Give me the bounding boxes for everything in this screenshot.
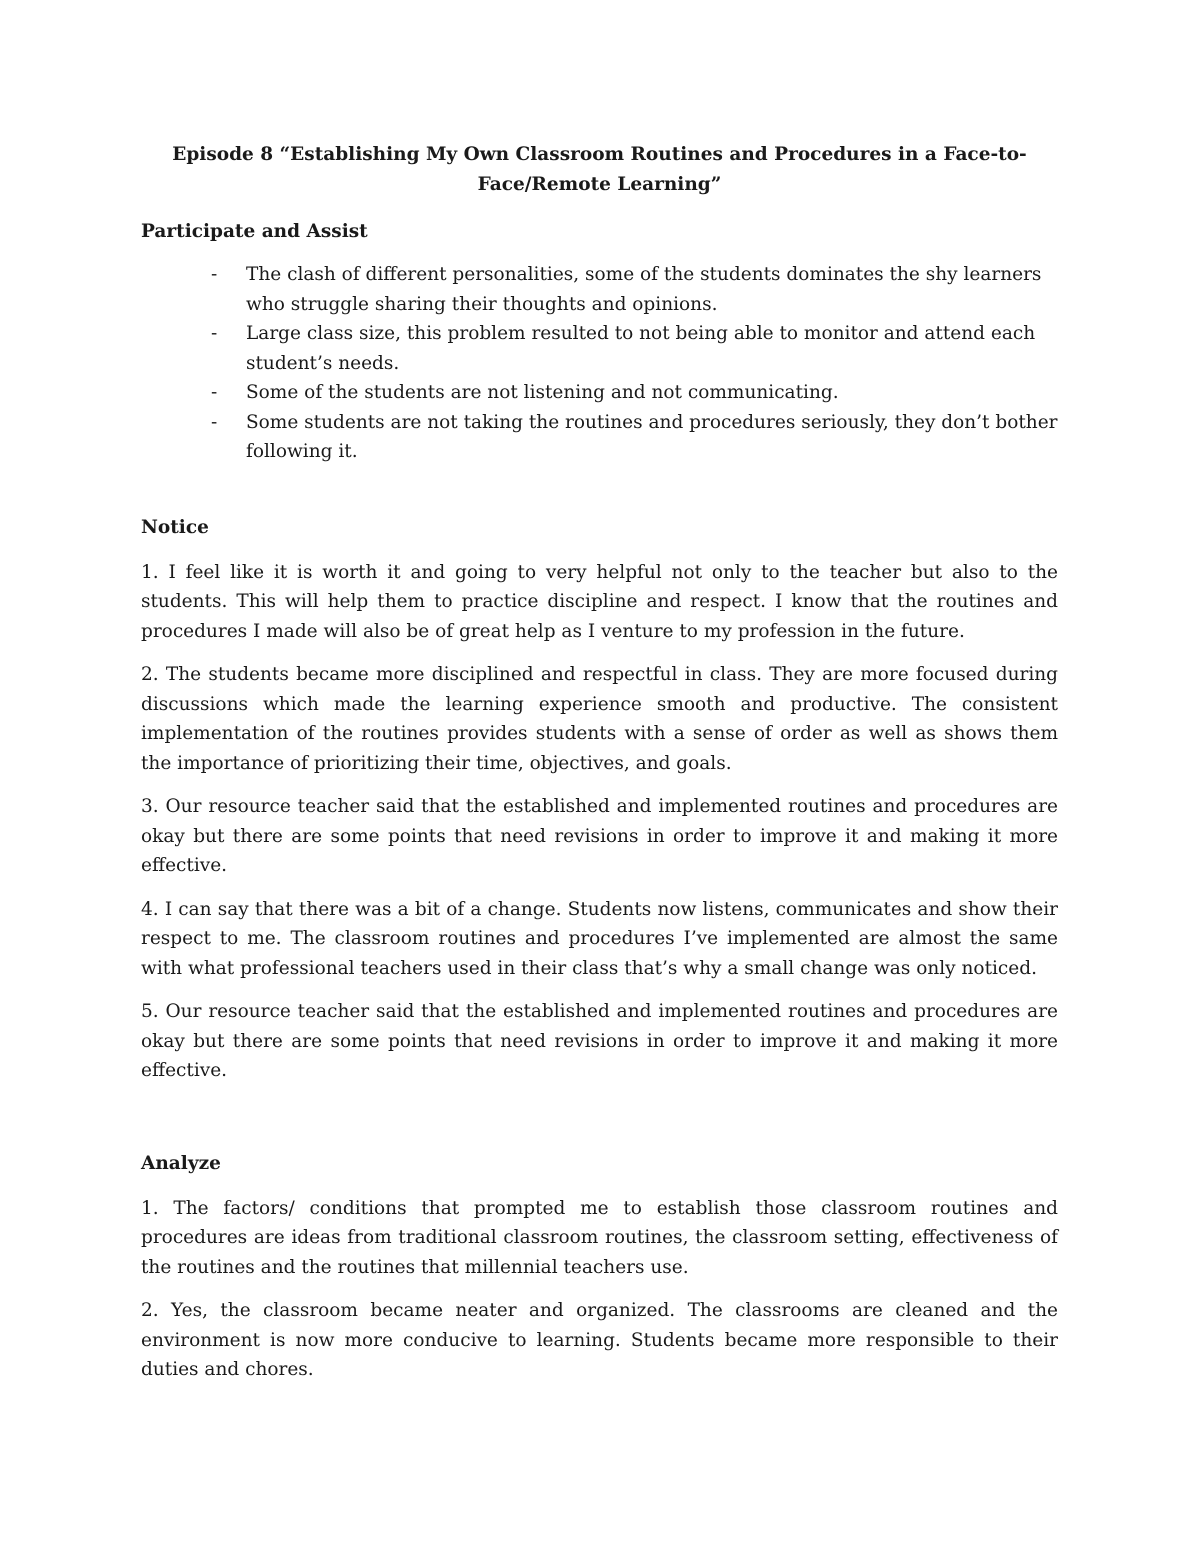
notice-paragraph: 1. I feel like it is worth it and going to very helpful not only to the teacher but also to the students. This will help them to practice discipline and respect. I know that the routines and procedures I made will also be of great help as I venture to my profession in the future. (141, 561, 1058, 642)
participate-heading: Participate and Assist (141, 221, 368, 242)
analyze-paragraph: 2. Yes, the classroom became neater and organized. The classrooms are cleaned and the environment is now more conducive to learning. Students became more responsible to their duties and chores. (141, 1300, 1058, 1380)
list-item (141, 408, 1058, 467)
title-line-2: Face/Remote Learning” (477, 174, 722, 195)
title-line-1: Episode 8 “Establishing My Own Classroom Routines and Procedures in a Face-to- (172, 144, 1027, 165)
list-item (141, 378, 1058, 408)
section-spacer (141, 467, 1058, 514)
bullet-dash: - (211, 382, 218, 403)
bullet-dash: - (211, 323, 218, 344)
section-spacer (141, 1100, 1058, 1150)
bullet-dash: - (211, 411, 218, 433)
list-item-text: The clash of different personalities, some of the students dominates the shy learners who struggle sharing their thoughts and opinions. (246, 264, 1042, 315)
analyze-heading: Analyze (141, 1152, 221, 1174)
notice-paragraph: 3. Our resource teacher said that the established and implemented routines and procedures are okay but there are some points that need revisions in order to improve it and making it more effective. (141, 796, 1058, 876)
document-title (141, 140, 1058, 200)
analyze-section (141, 1150, 1058, 1385)
participate-section (141, 218, 1058, 467)
notice-section (141, 514, 1058, 1086)
analyze-paragraph: 1. The factors/ conditions that prompted me to establish those classroom routines and procedures are ideas from traditional classroom routines, the classroom setting, effectiveness of the routines and the routines that millennial teachers use. (141, 1197, 1058, 1278)
list-item-text: Large class size, this problem resulted to not being able to monitor and attend each student’s needs. (246, 323, 1036, 374)
notice-paragraph: 2. The students became more disciplined and respectful in class. They are more focused during discussions which made the learning experience smooth and productive. The consistent implementation of the routines provides students with a sense of order as well as shows them the importance of prioritizing their time, objectives, and goals. (141, 664, 1058, 774)
list-item-text: Some students are not taking the routines and procedures seriously, they don’t bother following it. (246, 411, 1058, 462)
notice-heading: Notice (141, 516, 209, 538)
list-item (141, 319, 1058, 378)
list-item-text: Some of the students are not listening and not communicating. (246, 382, 839, 403)
bullet-dash: - (211, 264, 218, 285)
notice-paragraph: 5. Our resource teacher said that the established and implemented routines and procedures are okay but there are some points that need revisions in order to improve it and making it more effective. (141, 1001, 1058, 1081)
participate-list (141, 260, 1058, 467)
notice-paragraph: 4. I can say that there was a bit of a change. Students now listens, communicates and show their respect to me. The classroom routines and procedures I’ve implemented are almost the same with what professional teachers used in their class that’s why a small change was only noticed. (141, 898, 1058, 979)
document-body (141, 140, 1058, 1399)
list-item (141, 260, 1058, 319)
